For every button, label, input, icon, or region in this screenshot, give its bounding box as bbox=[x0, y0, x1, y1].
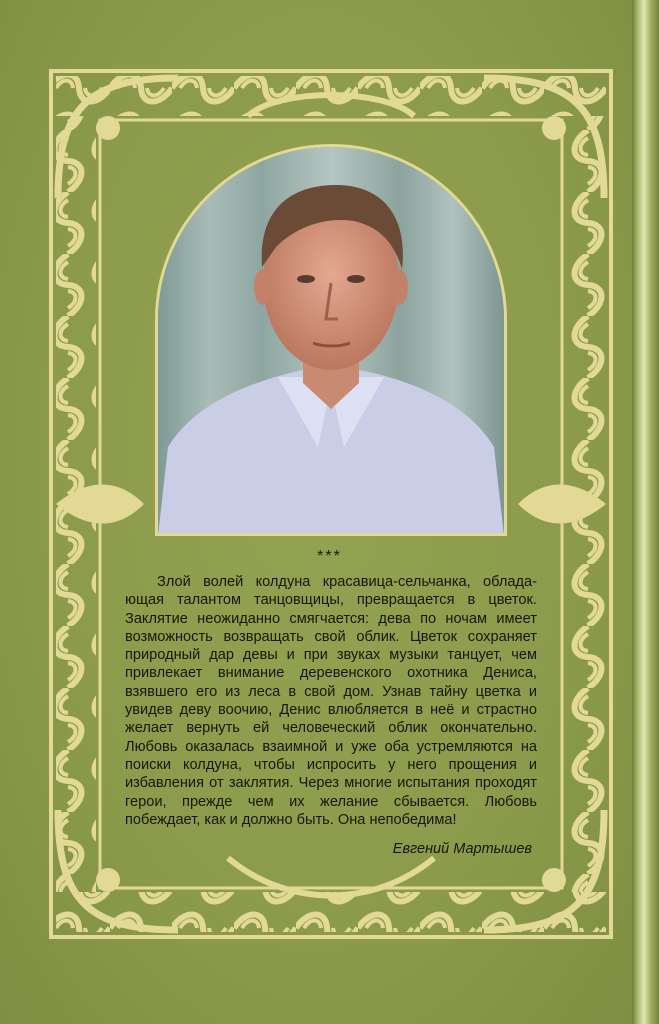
author-name: Евгений Мартышев bbox=[392, 841, 532, 857]
author-portrait-photo-icon bbox=[155, 144, 507, 536]
section-separator: *** bbox=[317, 548, 342, 565]
book-description: Злой волей колдуна красавица-сельчанка, обладающая талантом танцовщицы, превращается в цветок. Заклятие неожиданно смягчается: дева по ночам имеет возможность возвращать свой облик. Цветок сохраняет природный дар девы и при звуках музыки танцует, чем привлекает внимание деревенского охотника Дениса, взявшего его из леса в свой дом. Узнав тайну цветка и увидев деву воочию, Денис влюбляется в неё и страстно желает вернуть ей человеческий облик окончательно. Любовь оказалась взаимной и уже оба устремляются на поиски колдуна, чтобы испросить у него прощения и избавления от заклятия. Через многие испытания проходят герои, прежде чем их желание сбывается. Любовь побеждает, как и должно быть. Она непобедима! bbox=[125, 574, 537, 828]
book-spine bbox=[632, 0, 659, 1024]
